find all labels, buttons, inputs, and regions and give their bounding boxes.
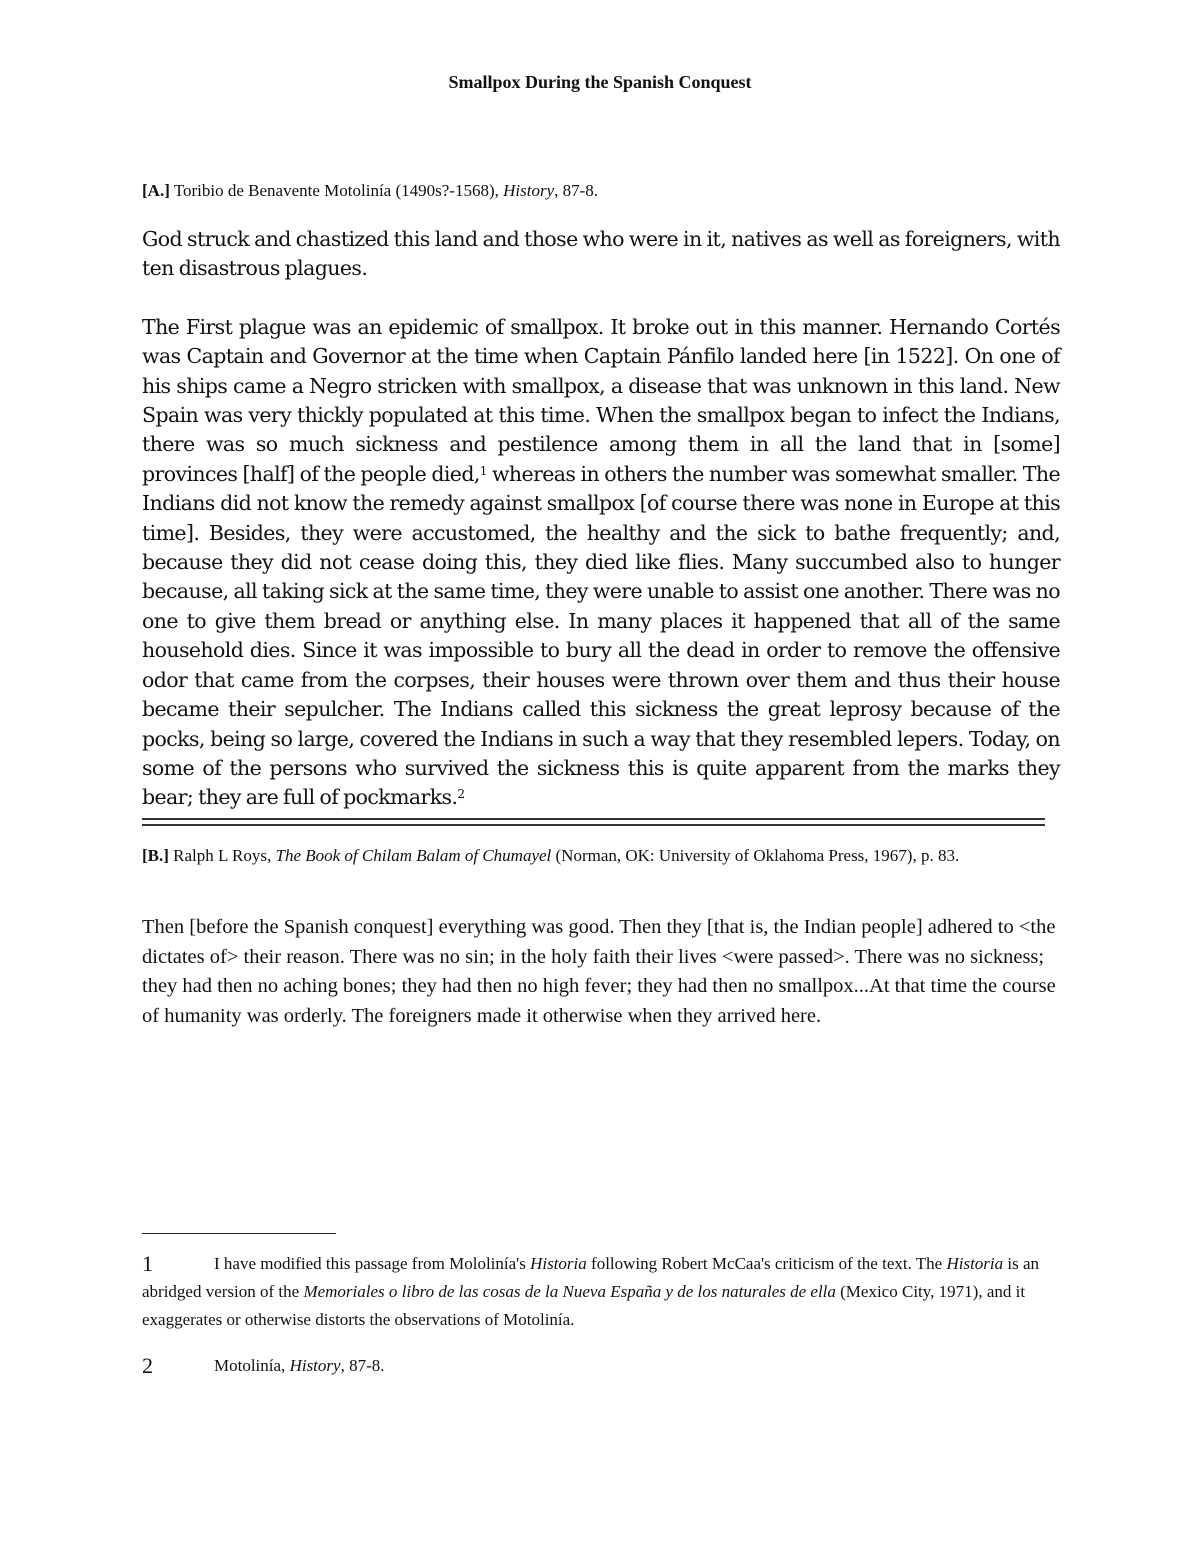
footnote-2-text-part: Motolinía,: [214, 1356, 290, 1375]
footnote-2-text-part: , 87-8.: [340, 1356, 385, 1375]
source-a-pages: , 87-8.: [554, 181, 599, 200]
footnote-1: [142, 1250, 1062, 1334]
footnote-separator: [142, 1233, 336, 1234]
footnote-2-text: [142, 1352, 1062, 1380]
footnote-2-number: 2: [142, 1353, 153, 1378]
source-a-tag: [A.]: [142, 181, 170, 200]
footnote-1-text: [142, 1250, 1062, 1334]
passage-a-paragraph-1: God struck and chastized this land and those who were in it, natives as well as foreigners, with ten disastrous plagues.: [142, 227, 1060, 281]
footnote-1-text-part: I have modified this passage from Mololinía's: [214, 1254, 531, 1273]
footnote-1-italic-part: Historia: [946, 1254, 1004, 1273]
passage-b-paragraph: Then [before the Spanish conquest] everything was good. Then they [that is, the Indian people] adhered to <the dictates of> their reason. There was no sin; in the holy faith their lives <were passed>. There was no sickness; they had then no aching bones; they had then no high fever; they had then no smallpox...At that time the course of humanity was orderly. The foreigners made it otherwise when they arrived here.: [142, 916, 1056, 1027]
passage-a-paragraph-2: [142, 313, 1060, 813]
footnote-ref-2[interactable]: 2: [457, 787, 465, 802]
footnote-1-italic-part: Memoriales o libro de las cosas de la Nueva España y de los naturales de ella: [303, 1282, 836, 1301]
footnote-1-number: 1: [142, 1251, 153, 1276]
source-a-work: History: [503, 181, 555, 200]
footnote-2: [142, 1352, 1062, 1380]
source-b-tag: [B.]: [142, 846, 169, 865]
footnote-1-italic-part: Historia: [530, 1254, 587, 1273]
footnote-1-text-part: (Mexico City, 1971), and it exaggerates or otherwise distorts the observations of Motolinía.: [142, 1282, 1026, 1329]
source-b-citation: [142, 843, 1062, 869]
source-b-author: Ralph L Roys,: [173, 846, 272, 865]
passage-a: [142, 225, 1060, 813]
footnote-2-italic-part: History: [289, 1356, 341, 1375]
source-b-work: The Book of Chilam Balam of Chumayel: [275, 846, 552, 865]
footnote-ref-1[interactable]: 1: [479, 463, 487, 478]
source-a-citation: [142, 178, 1062, 204]
source-b-publication: (Norman, OK: University of Oklahoma Press, 1967), p. 83.: [555, 846, 960, 865]
passage-a-paragraph-2-text-1: The First plague was an epidemic of smallpox. It broke out in this manner. Hernando Cortés was Captain and Governor at the time when Captain Pánfilo landed here [in 1522]. On one of his ships came a Negro stricken with smallpox, a disease that was unknown in this land. New Spain was very thickly populated at this time. When the smallpox began to infect the Indians, there was so much sickness and pestilence among them in all the land that in [some] provinces [half] of the people died,: [142, 314, 1060, 486]
passage-a-paragraph-2-text-2: whereas in others the number was somewhat smaller. The Indians did not know the remedy against smallpox [of course there was none in Europe at this time]. Besides, they were accustomed, the healthy and the sick to bathe frequently; and, because they did not cease doing this, they died like flies. Many succumbed also to hunger because, all taking sick at the same time, they were unable to assist one another. There was no one to give them bread or anything else. In many places it happened that all of the same household dies. Since it was impossible to bury all the dead in order to remove the offensive odor that came from the corpses, their houses were thrown over them and thus their house became their sepulcher. The Indians called this sickness the great leprosy because of the pocks, being so large, covered the Indians in such a way that they resembled lepers. Today, on some of the persons who survived the sickness this is quite apparent from the marks they bear; they are full of pockmarks.: [142, 461, 1060, 810]
source-a-author: Toribio de Benavente Motolinía (1490s?-1568),: [173, 181, 499, 200]
footnote-1-text-part: following Robert McCaa's criticism of the text. The: [586, 1254, 947, 1273]
footnote-1-text-part: is an abridged version of the: [142, 1254, 1040, 1301]
page-title: Smallpox During the Spanish Conquest: [448, 72, 752, 92]
passage-b: [142, 913, 1060, 1031]
section-divider: [142, 818, 1045, 826]
